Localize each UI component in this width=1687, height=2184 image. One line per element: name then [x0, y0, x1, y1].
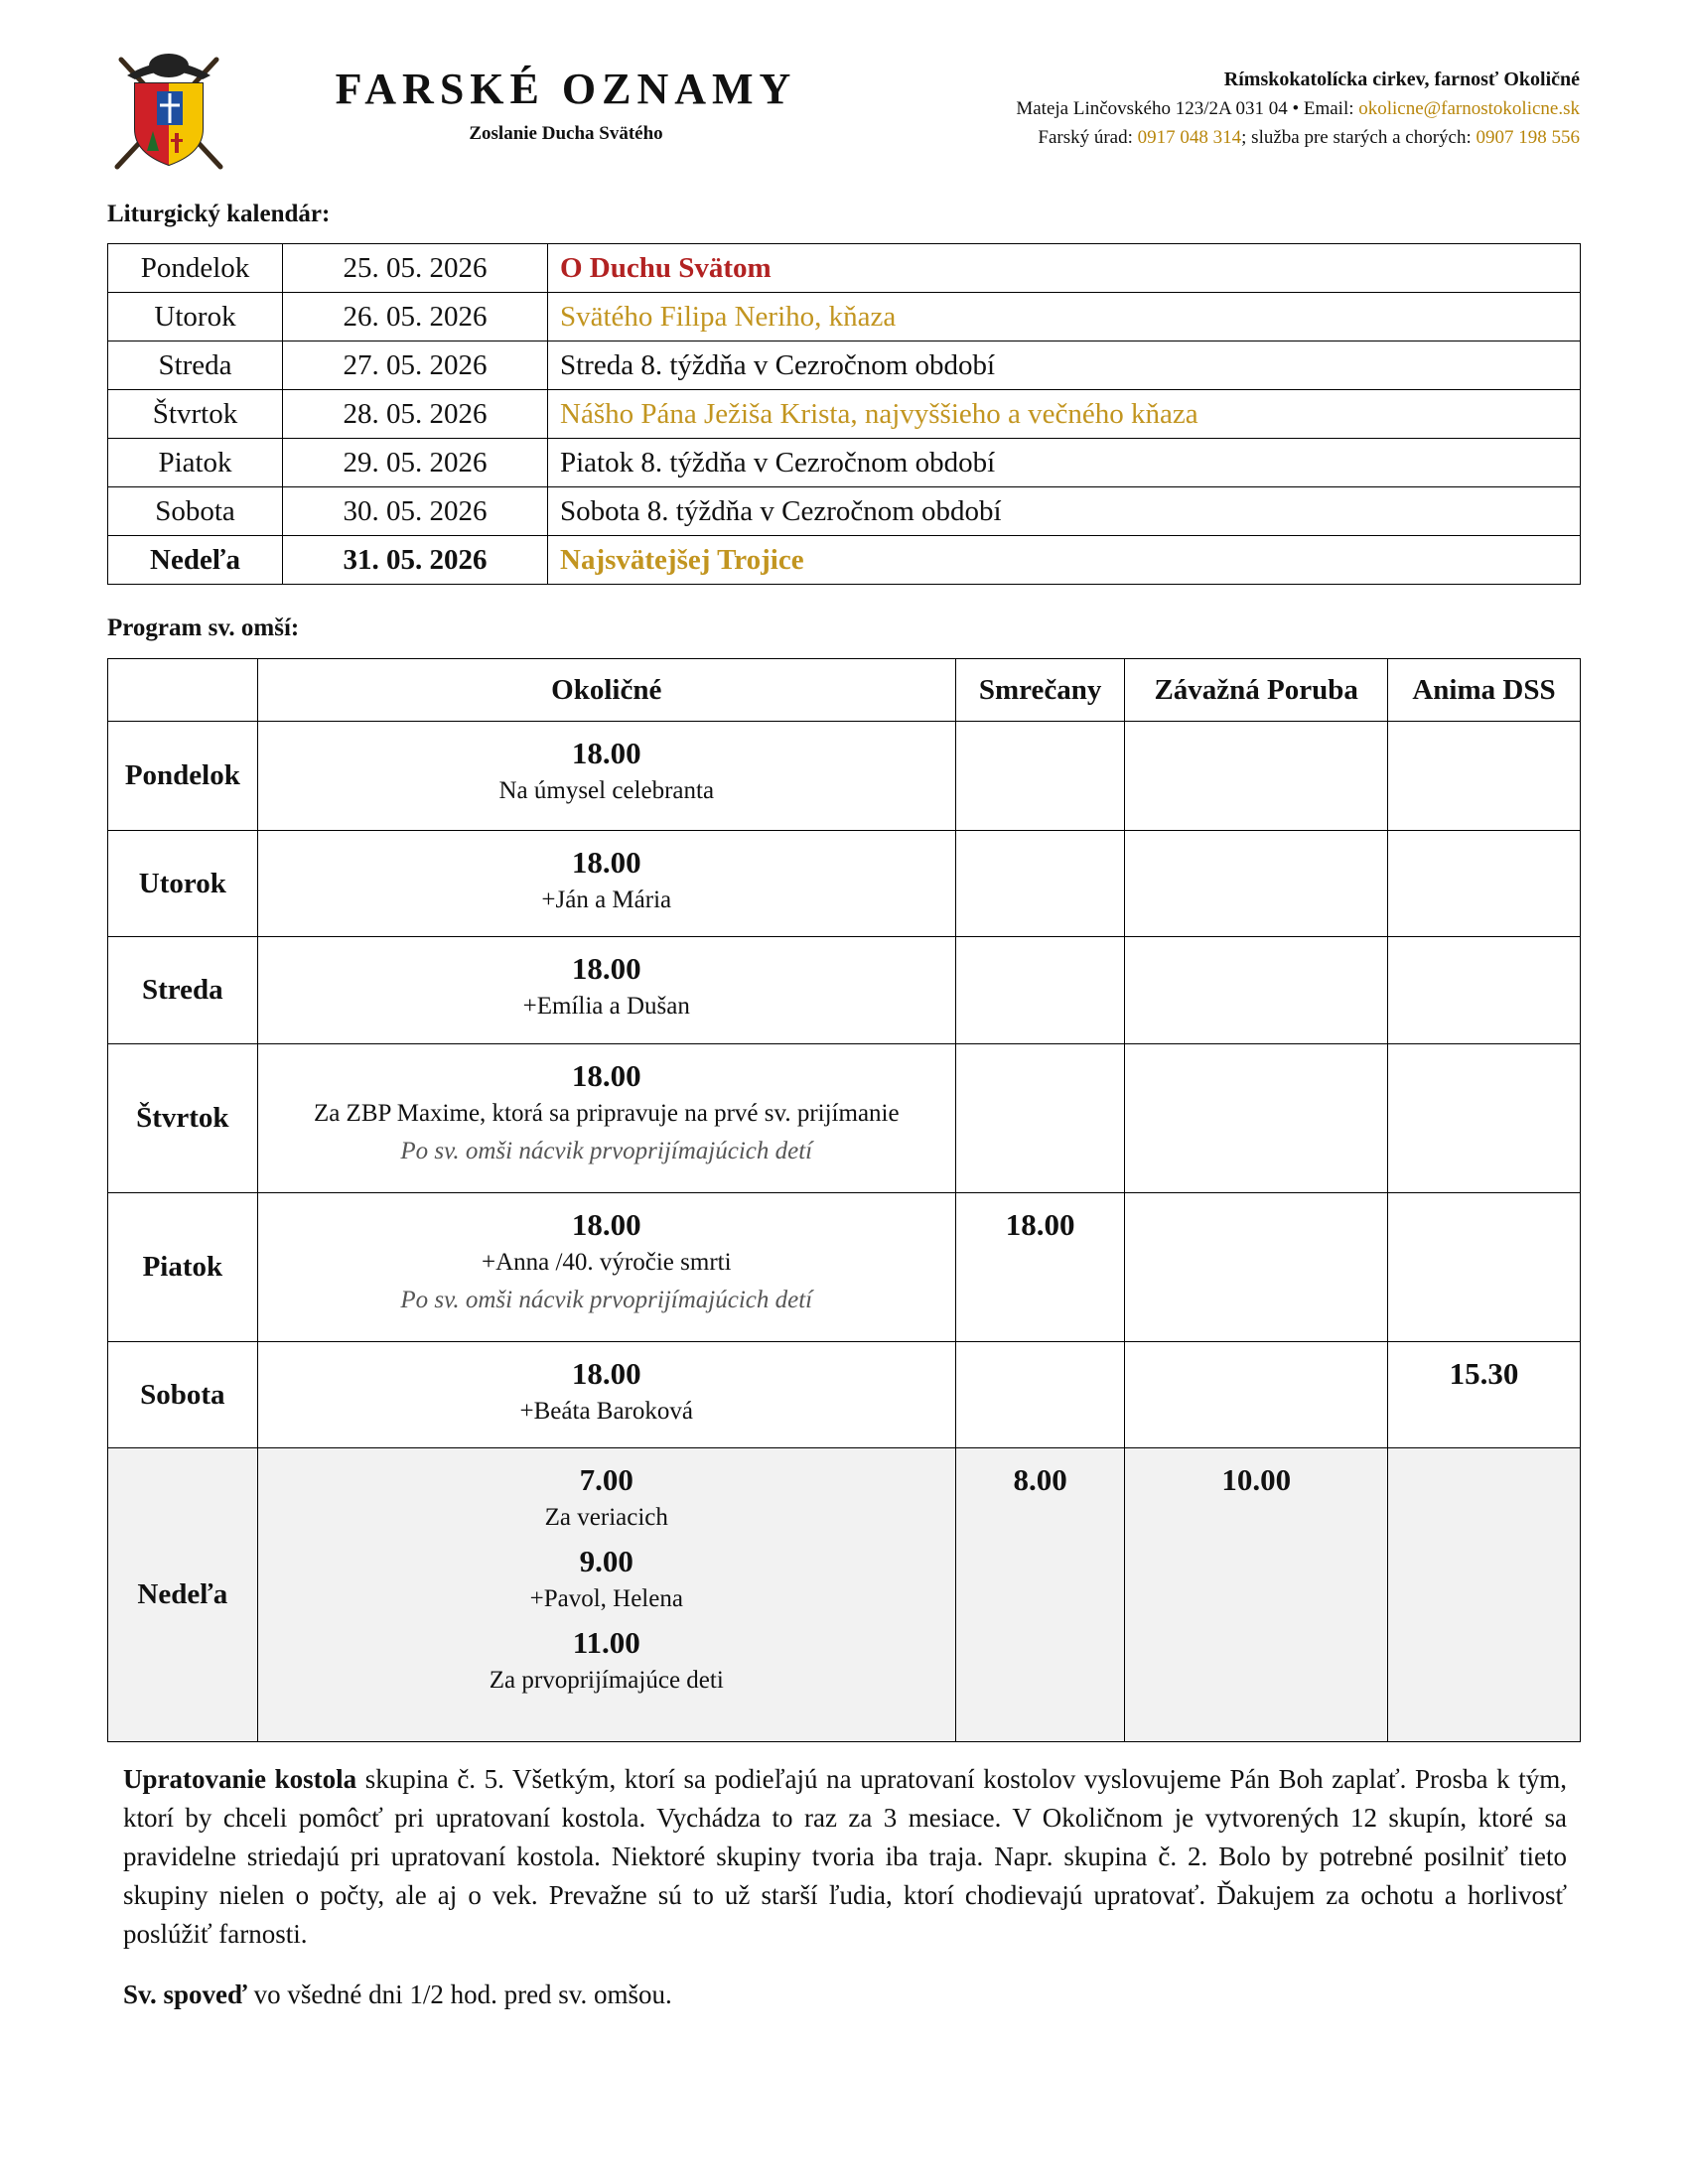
column-header-zavazna-poruba: Závažná Poruba	[1125, 659, 1388, 722]
anima-dss-cell	[1387, 1193, 1580, 1342]
mass-intention: +Pavol, Helena	[529, 1585, 683, 1612]
mass-time: 18.00	[571, 951, 641, 986]
confession-notice-text: vo všedné dni 1/2 hod. pred sv. omšou.	[246, 1979, 672, 2009]
address-text: Mateja Linčovského 123/2A 031 04 • Email:	[1016, 98, 1359, 119]
parish-name: Rímskokatolícka cirkev, farnosť Okoličné	[1223, 68, 1580, 90]
mass-time: 18.00	[571, 1058, 641, 1093]
mass-intention: Na úmysel celebranta	[498, 777, 715, 804]
zavazna-poruba-cell	[1125, 722, 1388, 831]
smrecany-time: 18.00	[1005, 1207, 1075, 1242]
calendar-day: Štvrtok	[108, 390, 283, 439]
mass-row-day: Nedeľa	[108, 1448, 258, 1742]
address-line	[1016, 94, 1580, 123]
calendar-date: 28. 05. 2026	[283, 390, 548, 439]
office-phone[interactable]: 0917 048 314	[1137, 127, 1242, 148]
confession-notice-heading: Sv. spoveď	[123, 1979, 247, 2009]
calendar-celebration: Najsvätejšej Trojice	[548, 536, 1581, 585]
mass-row	[108, 1448, 1581, 1742]
mass-table-header-row	[108, 659, 1581, 722]
parish-coat-of-arms-logo	[107, 42, 230, 175]
calendar-celebration: O Duchu Svätom	[548, 244, 1581, 293]
mass-row	[108, 722, 1581, 831]
mass-row-day: Utorok	[108, 831, 258, 937]
okolicne-cell	[257, 722, 955, 831]
calendar-celebration: Piatok 8. týždňa v Cezročnom období	[548, 439, 1581, 487]
office-label: Farský úrad:	[1038, 127, 1138, 148]
cleaning-notice-text: skupina č. 5. Všetkým, ktorí sa podieľajú na upratovaní kostolov vyslovujeme Pán Boh zaplať. Prosba k tým, ktorí by chceli pomôcť pri upratovaní kostola. Vychádza to raz za 3 mesiace. V Okoličnom je vytvorených 12 skupín, ktoré sa pravidelne striedajú pri upratovaní kostola. Niektoré skupiny tvoria iba traja. Napr. skupina č. 2. Bolo by potrebné posilniť tieto skupiny nielen o počty, ale aj o vek. Prevažne sú to už starší ľudia, ktorí chodievajú upratovať. Ďakujem za ochotu a horlivosť poslúžiť farnosti.	[123, 1764, 1568, 1949]
zavazna-poruba-cell	[1125, 831, 1388, 937]
anima-time: 15.30	[1449, 1356, 1519, 1391]
mass-intention: Za ZBP Maxime, ktorá sa pripravuje na prvé sv. prijímanie	[313, 1100, 900, 1127]
calendar-row	[108, 293, 1581, 341]
contact-block	[1016, 66, 1580, 152]
mass-program-label: Program sv. omší:	[107, 614, 300, 641]
calendar-date: 26. 05. 2026	[283, 293, 548, 341]
column-header-okolicne: Okoličné	[257, 659, 955, 722]
mass-row-day: Pondelok	[108, 722, 258, 831]
mass-row-day: Streda	[108, 937, 258, 1044]
okolicne-cell	[257, 1448, 955, 1742]
column-header-anima-dss: Anima DSS	[1387, 659, 1580, 722]
calendar-row	[108, 341, 1581, 390]
calendar-row	[108, 487, 1581, 536]
cleaning-notice-heading: Upratovanie kostola	[123, 1764, 357, 1794]
calendar-row	[108, 439, 1581, 487]
calendar-celebration: Streda 8. týždňa v Cezročnom období	[548, 341, 1581, 390]
anima-dss-cell	[1387, 831, 1580, 937]
zavazna-poruba-cell	[1125, 1193, 1388, 1342]
calendar-row	[108, 390, 1581, 439]
okolicne-cell	[257, 1193, 955, 1342]
mass-row	[108, 1193, 1581, 1342]
phone-line	[1016, 123, 1580, 152]
calendar-date: 25. 05. 2026	[283, 244, 548, 293]
smrecany-cell	[955, 722, 1125, 831]
mass-intention: +Anna /40. výročie smrti	[481, 1249, 732, 1276]
mass-row-day: Štvrtok	[108, 1044, 258, 1193]
mass-time: 7.00	[579, 1462, 633, 1497]
mass-row	[108, 1342, 1581, 1448]
anima-dss-cell	[1387, 1448, 1580, 1742]
okolicne-cell	[257, 1044, 955, 1193]
smrecany-cell	[955, 1448, 1125, 1742]
sick-service-phone[interactable]: 0907 198 556	[1476, 127, 1580, 148]
page-title: FARSKÉ OZNAMY	[335, 65, 797, 113]
anima-dss-cell	[1387, 1044, 1580, 1193]
calendar-date: 29. 05. 2026	[283, 439, 548, 487]
mass-row	[108, 1044, 1581, 1193]
liturgical-calendar-label: Liturgický kalendár:	[107, 201, 331, 227]
calendar-day: Sobota	[108, 487, 283, 536]
mass-time: 18.00	[571, 736, 641, 770]
sick-service-label: ; služba pre starých a chorých:	[1241, 127, 1476, 148]
mass-intention: Za veriacich	[544, 1504, 668, 1531]
calendar-row	[108, 536, 1581, 585]
mass-time: 18.00	[571, 1356, 641, 1391]
calendar-date: 27. 05. 2026	[283, 341, 548, 390]
mass-row	[108, 831, 1581, 937]
calendar-date: 30. 05. 2026	[283, 487, 548, 536]
calendar-day: Nedeľa	[108, 536, 283, 585]
mass-row	[108, 937, 1581, 1044]
calendar-row	[108, 244, 1581, 293]
smrecany-cell	[955, 831, 1125, 937]
mass-intention: +Emília a Dušan	[522, 993, 690, 1020]
smrecany-cell	[955, 1193, 1125, 1342]
mass-note: Po sv. omši nácvik prvoprijímajúcich detí	[400, 1138, 813, 1164]
liturgical-calendar-table	[107, 243, 1581, 585]
column-header-smrecany: Smrečany	[955, 659, 1125, 722]
mass-time: 18.00	[571, 845, 641, 880]
mass-time: 9.00	[579, 1544, 633, 1578]
calendar-day: Pondelok	[108, 244, 283, 293]
zavazna-poruba-cell	[1125, 1342, 1388, 1448]
calendar-celebration: Sobota 8. týždňa v Cezročnom období	[548, 487, 1581, 536]
mass-intention: +Ján a Mária	[541, 887, 672, 913]
cleaning-notice	[123, 1760, 1567, 1954]
smrecany-cell	[955, 1044, 1125, 1193]
page-subtitle: Zoslanie Ducha Svätého	[469, 123, 663, 144]
okolicne-cell	[257, 1342, 955, 1448]
mass-row-day: Sobota	[108, 1342, 258, 1448]
smrecany-cell	[955, 937, 1125, 1044]
anima-dss-cell	[1387, 722, 1580, 831]
email-link[interactable]: okolicne@farnostokolicne.sk	[1358, 98, 1580, 119]
zavazna-poruba-cell	[1125, 1448, 1388, 1742]
poruba-time: 10.00	[1221, 1462, 1292, 1497]
okolicne-cell	[257, 831, 955, 937]
zavazna-poruba-cell	[1125, 937, 1388, 1044]
mass-program-table	[107, 658, 1581, 1742]
mass-note: Po sv. omši nácvik prvoprijímajúcich detí	[400, 1287, 813, 1313]
smrecany-time: 8.00	[1013, 1462, 1067, 1497]
anima-dss-cell	[1387, 1342, 1580, 1448]
empty-header-cell	[108, 659, 258, 722]
smrecany-cell	[955, 1342, 1125, 1448]
mass-intention: Za prvoprijímajúce deti	[489, 1667, 724, 1694]
calendar-day: Streda	[108, 341, 283, 390]
calendar-day: Utorok	[108, 293, 283, 341]
mass-time: 11.00	[572, 1625, 640, 1660]
calendar-celebration: Svätého Filipa Neriho, kňaza	[548, 293, 1581, 341]
confession-notice	[123, 1976, 1567, 2014]
calendar-date: 31. 05. 2026	[283, 536, 548, 585]
calendar-celebration: Nášho Pána Ježiša Krista, najvyššieho a večného kňaza	[548, 390, 1581, 439]
calendar-day: Piatok	[108, 439, 283, 487]
anima-dss-cell	[1387, 937, 1580, 1044]
mass-intention: +Beáta Baroková	[519, 1398, 693, 1425]
zavazna-poruba-cell	[1125, 1044, 1388, 1193]
okolicne-cell	[257, 937, 955, 1044]
mass-time: 18.00	[571, 1207, 641, 1242]
mass-row-day: Piatok	[108, 1193, 258, 1342]
